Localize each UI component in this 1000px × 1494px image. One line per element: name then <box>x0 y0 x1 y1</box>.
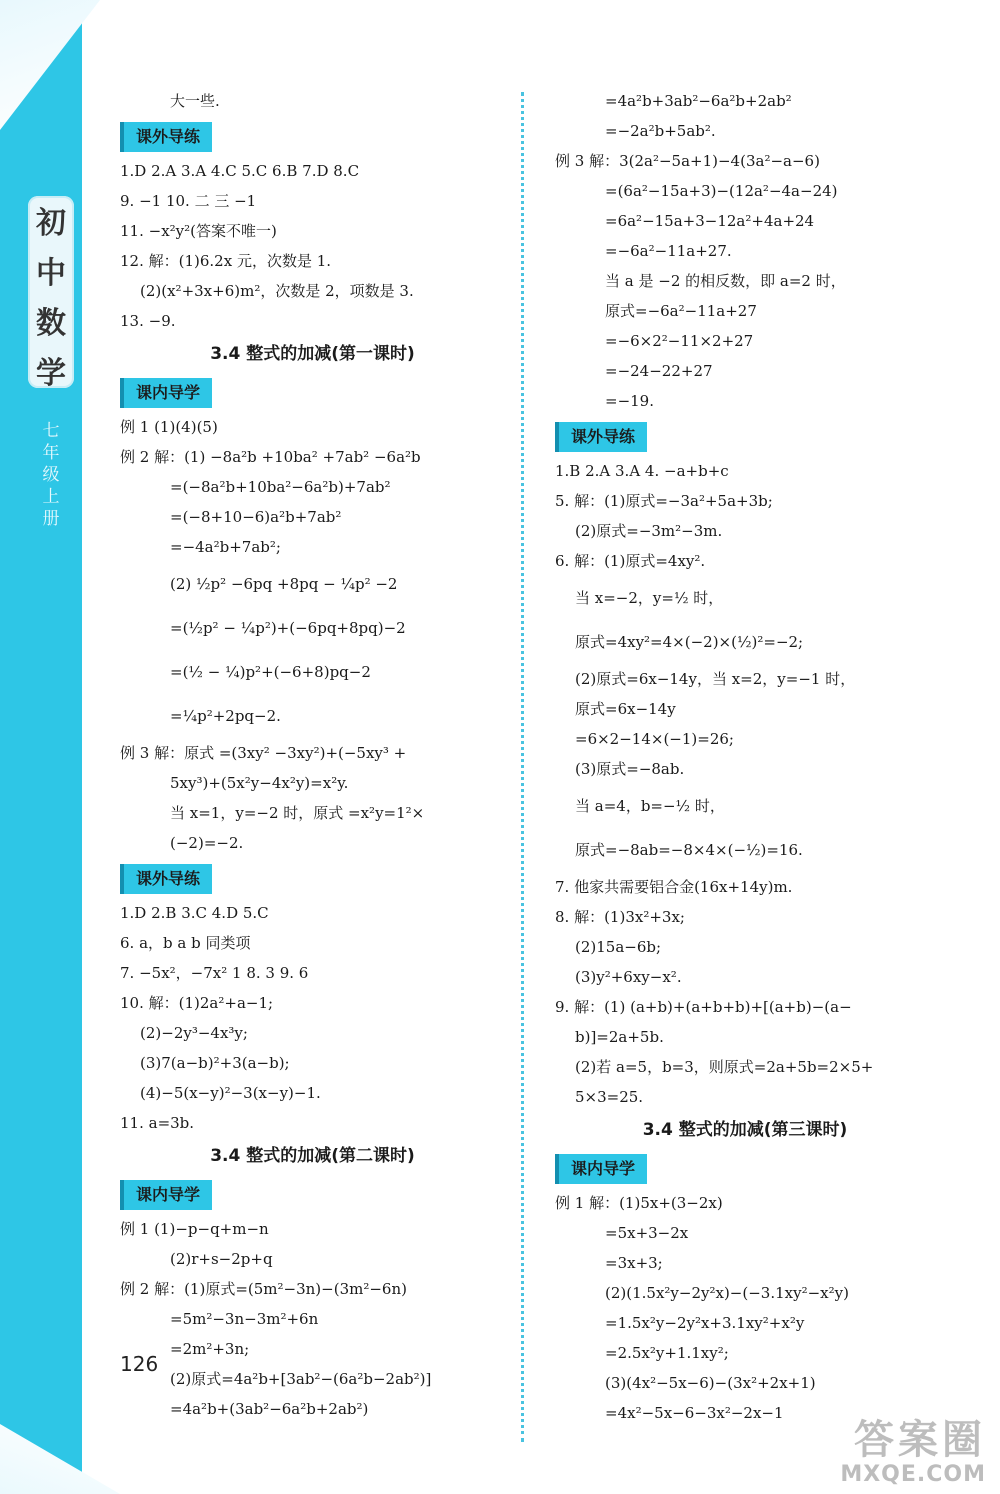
answer-line: =−4a²b+7ab²; <box>170 538 281 556</box>
column-divider <box>521 92 524 1442</box>
answer-line: (3)7(a−b)²+3(a−b); <box>140 1054 290 1072</box>
section-badge-row <box>555 416 935 456</box>
grade-label <box>40 420 62 530</box>
answer-line: (2)原式=−3m²−3m. <box>575 522 723 540</box>
answer-line: 9. 解：(1) (a+b)+(a+b+b)+[(a+b)−(a− <box>555 998 852 1016</box>
answer-line: 原式=6x−14y <box>575 700 676 718</box>
answer-line: 例 1 解：(1)5x+(3−2x) <box>555 1194 723 1212</box>
answer-line: (3)y²+6xy−x². <box>575 968 682 986</box>
grade-char: 级 <box>42 465 60 485</box>
answer-line: =−24−22+27 <box>605 362 713 380</box>
answer-line: =6×2−14×(−1)=26; <box>575 730 734 748</box>
answer-line: 例 3 解：3(2a²−5a+1)−4(3a²−a−6) <box>555 152 820 170</box>
answer-line: =5m²−3n−3m²+6n <box>170 1310 319 1328</box>
answer-line: 6. a，b a b 同类项 <box>120 934 251 952</box>
answer-line: 10. 解：(1)2a²+a−1; <box>120 994 274 1012</box>
answer-line: 例 1 (1)(4)(5) <box>120 418 218 436</box>
subject-char: 学 <box>36 356 66 391</box>
answer-line: =5x+3−2x <box>605 1224 689 1242</box>
page-corner-fold <box>0 1424 120 1494</box>
answer-line: (2)15a−6b; <box>575 938 662 956</box>
page-number: 126 <box>120 1352 159 1376</box>
answer-line: 7. −5x²，−7x² 1 8. 3 9. 6 <box>120 964 309 982</box>
grade-char: 上 <box>42 487 60 507</box>
grade-char: 册 <box>42 509 60 529</box>
answer-line: 大一些. <box>170 92 220 110</box>
answer-line: 当 a=4，b=−½ 时， <box>575 797 725 815</box>
answer-line: (2)若 a=5，b=3，则原式=2a+5b=2×5+ <box>575 1058 874 1076</box>
answer-line: 例 1 (1)−p−q+m−n <box>120 1220 269 1238</box>
right-column <box>555 86 935 1428</box>
side-band <box>0 0 82 1494</box>
section-badge: 课外导练 <box>120 864 212 894</box>
answer-line: 当 x=1，y=−2 时，原式 =x²y=1²× <box>170 804 425 822</box>
answer-line: 例 2 解：(1) −8a²b +10ba² +7ab² −6a²b <box>120 448 421 466</box>
answer-line: =(½ − ¼)p²+(−6+8)pq−2 <box>170 663 371 681</box>
section-badge-row <box>120 116 505 156</box>
section-badge: 课内导学 <box>120 378 212 408</box>
grade-char: 七 <box>42 421 60 441</box>
answer-line: 例 3 解：原式 =(3xy² −3xy²)+(−5xy³ + <box>120 744 407 762</box>
page-corner-fold <box>0 0 100 130</box>
answer-line: (2)(1.5x²y−2y²x)−(−3.1xy²−x²y) <box>605 1284 849 1302</box>
subject-char: 中 <box>36 256 66 291</box>
lesson-heading: 3.4 整式的加减(第一课时) <box>210 344 415 364</box>
answer-line: 5×3=25. <box>575 1088 644 1106</box>
answer-line: 5. 解：(1)原式=−3a²+5a+3b; <box>555 492 773 510</box>
answer-line: (2)原式=6x−14y，当 x=2，y=−1 时， <box>575 670 856 688</box>
answer-line: =4x²−5x−6−3x²−2x−1 <box>605 1404 784 1422</box>
section-badge: 课外导练 <box>120 122 212 152</box>
answer-line: =(−8+10−6)a²b+7ab² <box>170 508 342 526</box>
answer-line: (2) ½p² −6pq +8pq − ¼p² −2 <box>170 575 398 593</box>
answer-line: (2)原式=4a²b+[3ab²−(6a²b−2ab²)] <box>170 1370 432 1388</box>
subject-char: 数 <box>36 306 66 341</box>
answer-line: (4)−5(x−y)²−3(x−y)−1. <box>140 1084 321 1102</box>
answer-line: 5xy³)+(5x²y−4x²y)=x²y. <box>170 774 349 792</box>
answer-line: (2)−2y³−4x³y; <box>140 1024 248 1042</box>
watermark <box>840 1417 986 1487</box>
section-badge: 课内导学 <box>555 1154 647 1184</box>
answer-line: 当 x=−2，y=½ 时， <box>575 589 724 607</box>
answer-line: =6a²−15a+3−12a²+4a+24 <box>605 212 815 230</box>
answer-line: =−2a²b+5ab². <box>605 122 716 140</box>
answer-line: =3x+3; <box>605 1254 663 1272</box>
answer-line: =(6a²−15a+3)−(12a²−4a−24) <box>605 182 838 200</box>
lesson-heading: 3.4 整式的加减(第二课时) <box>210 1146 415 1166</box>
answer-line: 11. −x²y²(答案不唯一) <box>120 222 277 240</box>
answer-line: 12. 解：(1)6.2x 元，次数是 1. <box>120 252 332 270</box>
section-badge: 课内导学 <box>120 1180 212 1210</box>
answer-line: =4a²b+(3ab²−6a²b+2ab²) <box>170 1400 369 1418</box>
answer-line: 原式=−6a²−11a+27 <box>605 302 757 320</box>
watermark-url: MXQE.COM <box>840 1462 986 1487</box>
answer-line: =−6a²−11a+27. <box>605 242 732 260</box>
section-badge-row <box>120 858 505 898</box>
left-column <box>120 86 505 1424</box>
answer-line: =1.5x²y−2y²x+3.1xy²+x²y <box>605 1314 805 1332</box>
answer-line: =−19. <box>605 392 654 410</box>
answer-line: =(−8a²b+10ba²−6a²b)+7ab² <box>170 478 391 496</box>
watermark-logo-text: 答案圈 <box>854 1417 986 1463</box>
answer-line: 原式=4xy²=4×(−2)×(½)²=−2; <box>575 633 804 651</box>
lesson-heading: 3.4 整式的加减(第三课时) <box>642 1120 848 1140</box>
answer-line: (3)(4x²−5x−6)−(3x²+2x+1) <box>605 1374 816 1392</box>
answer-line: (3)原式=−8ab. <box>575 760 685 778</box>
answer-line: 1.B 2.A 3.A 4. −a+b+c <box>555 462 729 480</box>
subject-tab <box>28 196 74 391</box>
answer-line: 8. 解：(1)3x²+3x; <box>555 908 685 926</box>
answer-line: (2)r+s−2p+q <box>170 1250 273 1268</box>
answer-line: =(½p² − ¼p²)+(−6pq+8pq)−2 <box>170 619 406 637</box>
answer-line: 13. −9. <box>120 312 176 330</box>
answer-line: 11. a=3b. <box>120 1114 195 1132</box>
answer-line: =¼p²+2pq−2. <box>170 707 281 725</box>
answer-line: (−2)=−2. <box>170 834 244 852</box>
answer-line: 7. 他家共需要铝合金(16x+14y)m. <box>555 878 793 896</box>
section-badge-row <box>120 372 505 412</box>
answer-line: 当 a 是 −2 的相反数，即 a=2 时， <box>605 272 846 290</box>
answer-line: =2m²+3n; <box>170 1340 250 1358</box>
answer-line: (2)(x²+3x+6)m²，次数是 2，项数是 3. <box>140 282 414 300</box>
answer-line: =4a²b+3ab²−6a²b+2ab² <box>605 92 792 110</box>
answer-line: b)]=2a+5b. <box>575 1028 664 1046</box>
subject-char: 初 <box>36 206 66 241</box>
section-badge-row <box>120 1174 505 1214</box>
section-badge: 课外导练 <box>555 422 647 452</box>
answer-line: 6. 解：(1)原式=4xy². <box>555 552 706 570</box>
grade-char: 年 <box>42 443 60 463</box>
answer-line: 9. −1 10. 二 三 −1 <box>120 192 257 210</box>
section-badge-row <box>555 1148 935 1188</box>
answer-line: 原式=−8ab=−8×4×(−½)=16. <box>575 841 803 859</box>
answer-line: 1.D 2.A 3.A 4.C 5.C 6.B 7.D 8.C <box>120 162 360 180</box>
answer-line: =−6×2²−11×2+27 <box>605 332 754 350</box>
answer-line: 1.D 2.B 3.C 4.D 5.C <box>120 904 269 922</box>
answer-line: =2.5x²y+1.1xy²; <box>605 1344 729 1362</box>
answer-line: 例 2 解：(1)原式=(5m²−3n)−(3m²−6n) <box>120 1280 407 1298</box>
